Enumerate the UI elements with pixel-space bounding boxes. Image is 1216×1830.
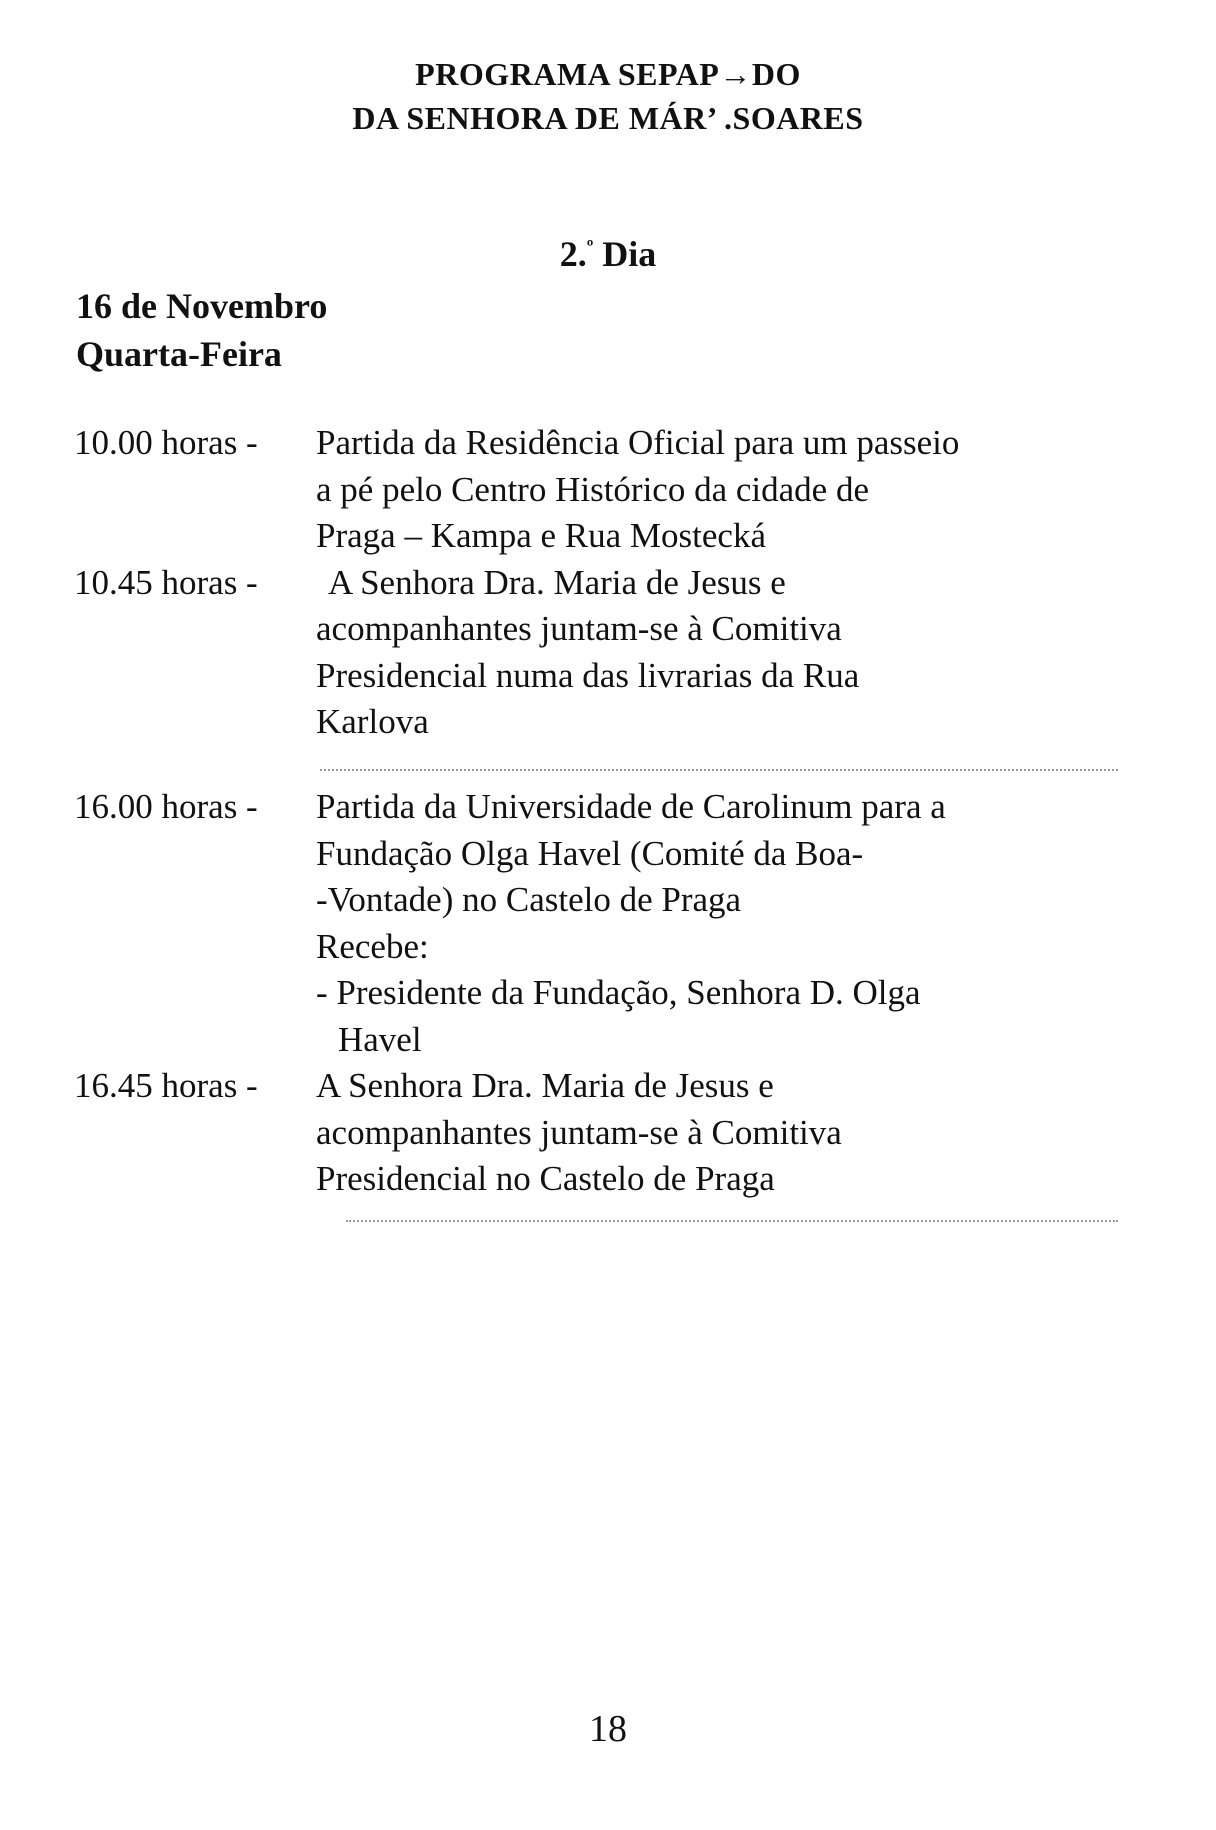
- schedule: [74, 420, 1134, 746]
- entry-time: 16.45 horas -: [74, 1066, 258, 1105]
- schedule-entry: [74, 1063, 1134, 1203]
- entry-line: Presidencial no Castelo de Praga: [316, 1159, 775, 1198]
- dotted-separator: [320, 769, 1118, 771]
- day-number: 2.: [559, 234, 587, 274]
- entry-line: A Senhora Dra. Maria de Jesus e: [328, 562, 786, 602]
- entry-line: A Senhora Dra. Maria de Jesus e: [316, 1066, 774, 1105]
- schedule-entry: [74, 784, 1134, 1063]
- entry-line: Recebe:: [316, 926, 429, 966]
- entry-line: Karlova: [316, 702, 429, 741]
- day-ordinal: º: [586, 236, 594, 258]
- entry-description: [316, 1063, 1134, 1203]
- entry-description: [316, 420, 1134, 560]
- entry-time: 16.00 horas -: [74, 787, 258, 826]
- schedule-entry: [74, 560, 1134, 746]
- day-label: [0, 232, 1216, 276]
- entry-time: 10.00 horas -: [74, 423, 258, 462]
- schedule-afternoon: [74, 784, 1134, 1203]
- weekday-line: Quarta-Feira: [76, 334, 282, 374]
- day-word: Dia: [602, 234, 657, 274]
- entry-line: Fundação Olga Havel (Comité da Boa-: [316, 833, 864, 873]
- schedule-entry: [74, 420, 1134, 560]
- page-number: 18: [589, 1708, 627, 1750]
- header-line-1: PROGRAMA SEPAP→DO: [415, 56, 801, 92]
- entry-line: acompanhantes juntam-se à Comitiva: [316, 1112, 842, 1152]
- entry-line: Partida da Residência Oficial para um passeio: [316, 423, 960, 462]
- entry-description: [316, 784, 1134, 1063]
- header-line-2: DA SENHORA DE MÁR’ .SOARES: [352, 100, 864, 136]
- dotted-separator: [346, 1220, 1118, 1222]
- date-block: [76, 282, 327, 378]
- entry-line: Partida da Universidade de Carolinum para a: [316, 787, 946, 826]
- entry-line: - Presidente da Fundação, Senhora D. Olga: [316, 973, 921, 1012]
- entry-line: Praga – Kampa e Rua Mostecká: [316, 516, 766, 555]
- entry-line: -Vontade) no Castelo de Praga: [316, 880, 742, 919]
- entry-line: Presidencial numa das livrarias da Rua: [316, 655, 860, 695]
- entry-line: acompanhantes juntam-se à Comitiva: [316, 609, 842, 648]
- entry-time: 10.45 horas -: [74, 562, 258, 602]
- document-header: [0, 52, 1216, 140]
- date-line: 16 de Novembro: [76, 286, 328, 326]
- entry-description: [316, 560, 1134, 746]
- entry-line: a pé pelo Centro Histórico da cidade de: [316, 469, 869, 509]
- entry-line: Havel: [338, 1019, 422, 1059]
